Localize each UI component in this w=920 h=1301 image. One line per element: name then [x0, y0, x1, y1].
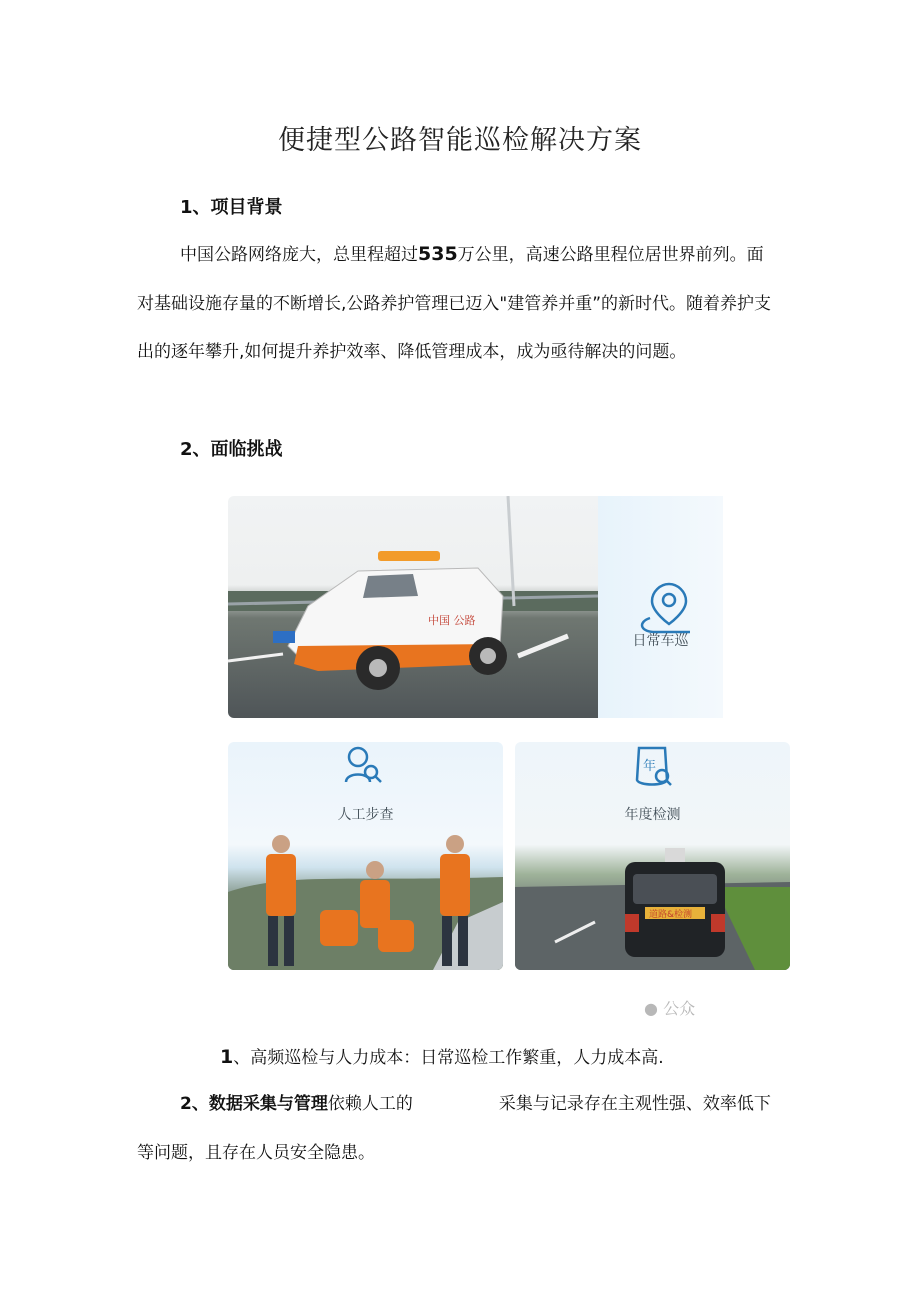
- point-1-number: 1: [220, 1046, 234, 1068]
- wechat-icon: ●: [644, 999, 658, 1018]
- challenge-point-1: [220, 1043, 664, 1068]
- daily-patrol-label: 日常车巡: [632, 633, 689, 649]
- patrol-truck-photo: [228, 496, 598, 718]
- point-2-text-b: 采集与记录存在主观性强、效率低下等问题，且存在人员安全隐患。: [137, 1094, 771, 1163]
- manual-inspection-panel: [228, 742, 503, 970]
- challenge-point-2: [137, 1080, 777, 1177]
- page-title: 便捷型公路智能巡检解决方案: [278, 125, 642, 156]
- mileage-number: 535: [418, 243, 458, 265]
- daily-patrol-panel: [598, 496, 723, 718]
- annual-testing-label: 年度检测: [624, 807, 681, 823]
- truck-door-text: 中国 公路: [428, 614, 476, 627]
- year-search-icon: [637, 748, 671, 785]
- point-1-text: 、高频巡检与人力成本：日常巡检工作繁重，人力成本高.: [233, 1048, 664, 1068]
- person-search-icon: [346, 748, 381, 782]
- paragraph-text-b: 万公里，高速公路里程位居世界前列。面对基础设施存量的不断增长,公路养护管理已迈入"建管养并重”的新时代。随着养护支出的逐年攀升,如何提升养护效率、降低管理成本，成为亟待解决的问题。: [137, 245, 772, 363]
- van-text: 道路&检测: [649, 910, 693, 920]
- location-pin-icon: [642, 584, 690, 632]
- section-heading-challenges: 2、面临挑战: [180, 439, 283, 460]
- manual-inspection-label: 人工步查: [337, 807, 394, 823]
- paragraph-background: [137, 230, 777, 377]
- challenges-figure: [228, 496, 790, 1016]
- wechat-watermark: [644, 996, 695, 1019]
- section-heading-background: 1、项目背景: [180, 197, 283, 218]
- watermark-text: 公众: [663, 999, 696, 1018]
- paragraph-text-a: 中国公路网络庞大，总里程超过: [180, 245, 418, 265]
- point-2-text-a: 依赖人工的: [327, 1094, 413, 1114]
- point-2-heading: 2、数据采集与管理: [180, 1094, 328, 1114]
- year-glyph: 年: [643, 759, 657, 774]
- annual-testing-panel: [515, 742, 790, 970]
